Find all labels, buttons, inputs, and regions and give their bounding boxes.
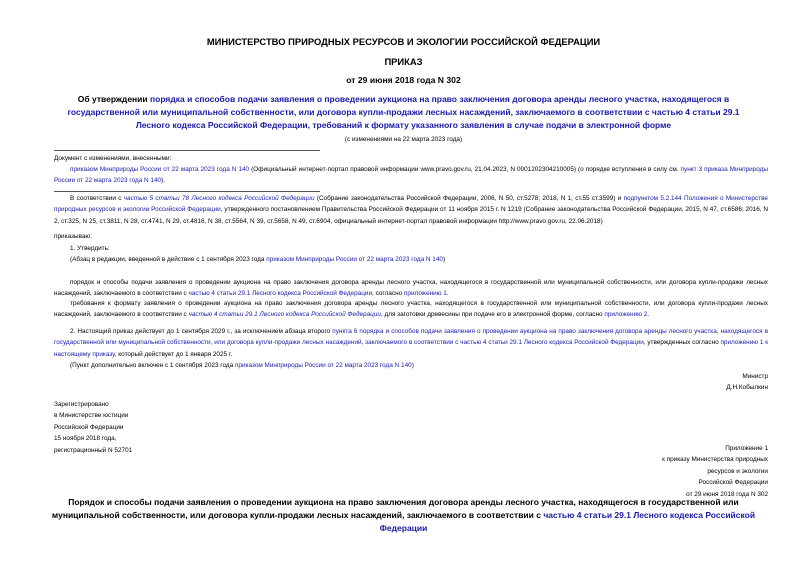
appendix-title-link[interactable]: частью 4 статьи 29.1 Лесного кодекса Российской Федерации [379,510,756,533]
ministry-name: МИНИСТЕРСТВО ПРИРОДНЫХ РЕСУРСОВ И ЭКОЛОГИИ РОССИЙСКОЙ ФЕДЕРАЦИИ [206,36,601,47]
appendix-title-pre: Порядок и способы подачи заявления о проведении аукциона на право заключения договора аренды лесного участка, находящегося в государственной или муниципальной собственности, или договора купли-продажи лесных насаждений, заключаемого в соответствии с [51,497,739,520]
item2-link[interactable]: пункта 6 порядка и способов подачи заявления о проведении аукциона на право заключения договора аренды лесного участка, находящегося в государственной или муниципальной собственности, или договора купли-продажи лесных насаждений, заключаемого в соответствии с частью 4 статьи 29.1 Лесного кодекса Российской Федерации [54,328,768,347]
divider [54,150,320,151]
changes-end: ). [161,177,166,185]
appendix-line: Российской Федерации [698,479,768,487]
signature-role: Министр [742,373,768,380]
appendix-title [50,496,757,535]
signature-name: Д.Н.Кобылкин [726,384,768,391]
item1-a [54,277,768,300]
item1-b-pre: требования к формату заявления о проведении аукциона на право заключения договора аренды лесного участка, находящегося в государственной или муниципальной собственности, или договора купли-продажи лесных насаждений, заключаемого в соответствии с [54,300,768,319]
item2-link2[interactable]: приложению 1 к настоящему приказу [54,339,768,358]
item1-b-end: . [647,311,650,319]
appendix-line: от 29 июня 2018 года N 302 [686,490,768,498]
amend-note: (с изменениями на 22 марта 2023 года) [344,136,463,143]
item1-a-end: . [446,290,449,298]
item1-a-link2[interactable]: приложению 1 [403,290,447,298]
doc-date-number: от 29 июня 2018 года N 302 [346,75,461,85]
divider [54,191,320,192]
changes-intro: Документ с изменениями, внесенными: [54,155,172,162]
preamble-link1[interactable]: частью 5 статьи 78 Лесного кодекса Российской Федерации [123,195,315,202]
preamble-t3: , утвержденного постановлением Правительства Российской Федерации от 11 ноября 2015 г. N 1219 (Собрание законодательства Российской Федерации, 2015, N 47, ст.6586; 2016, N 2, ст.325, N 25, ст.3811, N 28, ст.4741, N 29, ст.4816, N 38, ст.5564, N 39, ст.5658, N 49, ст.6904, официальный интернет-портал правовой информации http://www.pravo.gov.ru, 22.06.2018) [54,206,768,225]
doc-type: ПРИКАЗ [384,56,423,67]
appendix-block [560,443,768,500]
preamble [54,193,768,227]
doc-title [50,93,757,132]
item1-a-pre: порядок и способы подачи заявления о проведении аукциона на право заключения договора аренды лесного участка, находящегося в государственной или муниципальной собственности, или договора купли-продажи лесных насаждений, заключаемого в соответствии с [54,279,768,298]
registration-line: 15 ноября 2018 года, [54,435,117,443]
item1-b [54,298,768,321]
item1-note-end: ) [442,256,446,263]
changes-link2[interactable]: пункт 3 приказа Минприроды России от 22 марта 2023 года N 140 [54,166,768,185]
changes-mid: (Официальный интернет-портал правовой информации www.pravo.gov.ru, 21.04.2023, N 0001202304210005) (о порядке вступления в силу см. [249,166,681,173]
registration-line: Российской Федерации [54,423,124,431]
item2-note-link[interactable]: приказом Минприроды России от 22 марта 2023 года N 140 [234,362,412,369]
item1-note-link[interactable]: приказом Минприроды России от 22 марта 2023 года N 140 [266,256,443,263]
appendix-line: к приказу Министерства природных [662,456,768,464]
item1-a-link[interactable]: частью 4 статьи 29.1 Лесного кодекса Российской Федерации [188,290,373,298]
registration-line: Зарегистрировано [54,401,109,408]
registration-line: регистрационный N 52701 [54,446,133,454]
order-word: приказываю: [54,233,92,240]
item1-b-mid: , для заготовки древесины при подаче его в электронной форме, согласно [380,311,605,319]
item1-b-link2[interactable]: приложению 2 [604,311,648,319]
item1-label: 1. Утвердить: [70,245,110,252]
item1-note-pre: (Абзац в редакции, введенной в действие с 1 сентября 2023 года [70,256,267,263]
changes-block [54,164,768,187]
appendix-line: Приложение 1 [725,445,768,452]
item2 [54,326,768,360]
item2-end: , который действует до 1 января 2025 г. [114,350,233,358]
preamble-link2[interactable]: подпунктом 5.2.144 Положения о Министерстве природных ресурсов и экологии Российской Федерации [54,195,768,214]
item2-note [54,360,768,371]
registration-block [54,399,254,456]
item2-pre: 2. Настоящий приказ действует до 1 сентября 2029 г., за исключением абзаца второго [70,328,333,335]
appendix-line: ресурсов и экологии [707,467,768,475]
preamble-t2: (Собрание законодательства Российской Федерации, 2006, N 50, ст.5278; 2018, N 1, ст.55 ст.3599) и [314,195,624,202]
item1-a-mid: , согласно [372,290,404,298]
changes-link[interactable]: приказом Минприроды России от 22 марта 2023 года N 140 [70,166,250,173]
doc-title-link[interactable]: порядка и способов подачи заявления о проведении аукциона на право заключения договора аренды лесного участка, находящегося в государственной или муниципальной собственности, или договора купли-продажи лесных насаждений, заключаемого в соответствии с частью 4 статьи 29.1 Лесного кодекса Российской Федерации, требований к формату указанного заявления в случае подачи в электронной форме [67,94,740,130]
item1-b-link[interactable]: частью 4 статьи 29.1 Лесного кодекса Российской Федерации [188,311,381,319]
item2-mid: , утвержденных согласно [643,339,721,347]
item2-note-pre: (Пункт дополнительно включен с 1 сентября 2023 года [70,362,235,369]
item1-note [54,254,768,265]
preamble-t1: В соответствии с [70,195,124,202]
doc-title-prefix: Об утверждении [77,94,150,104]
item2-note-end: ) [411,362,414,369]
registration-line: в Министерстве юстиции [54,412,129,420]
